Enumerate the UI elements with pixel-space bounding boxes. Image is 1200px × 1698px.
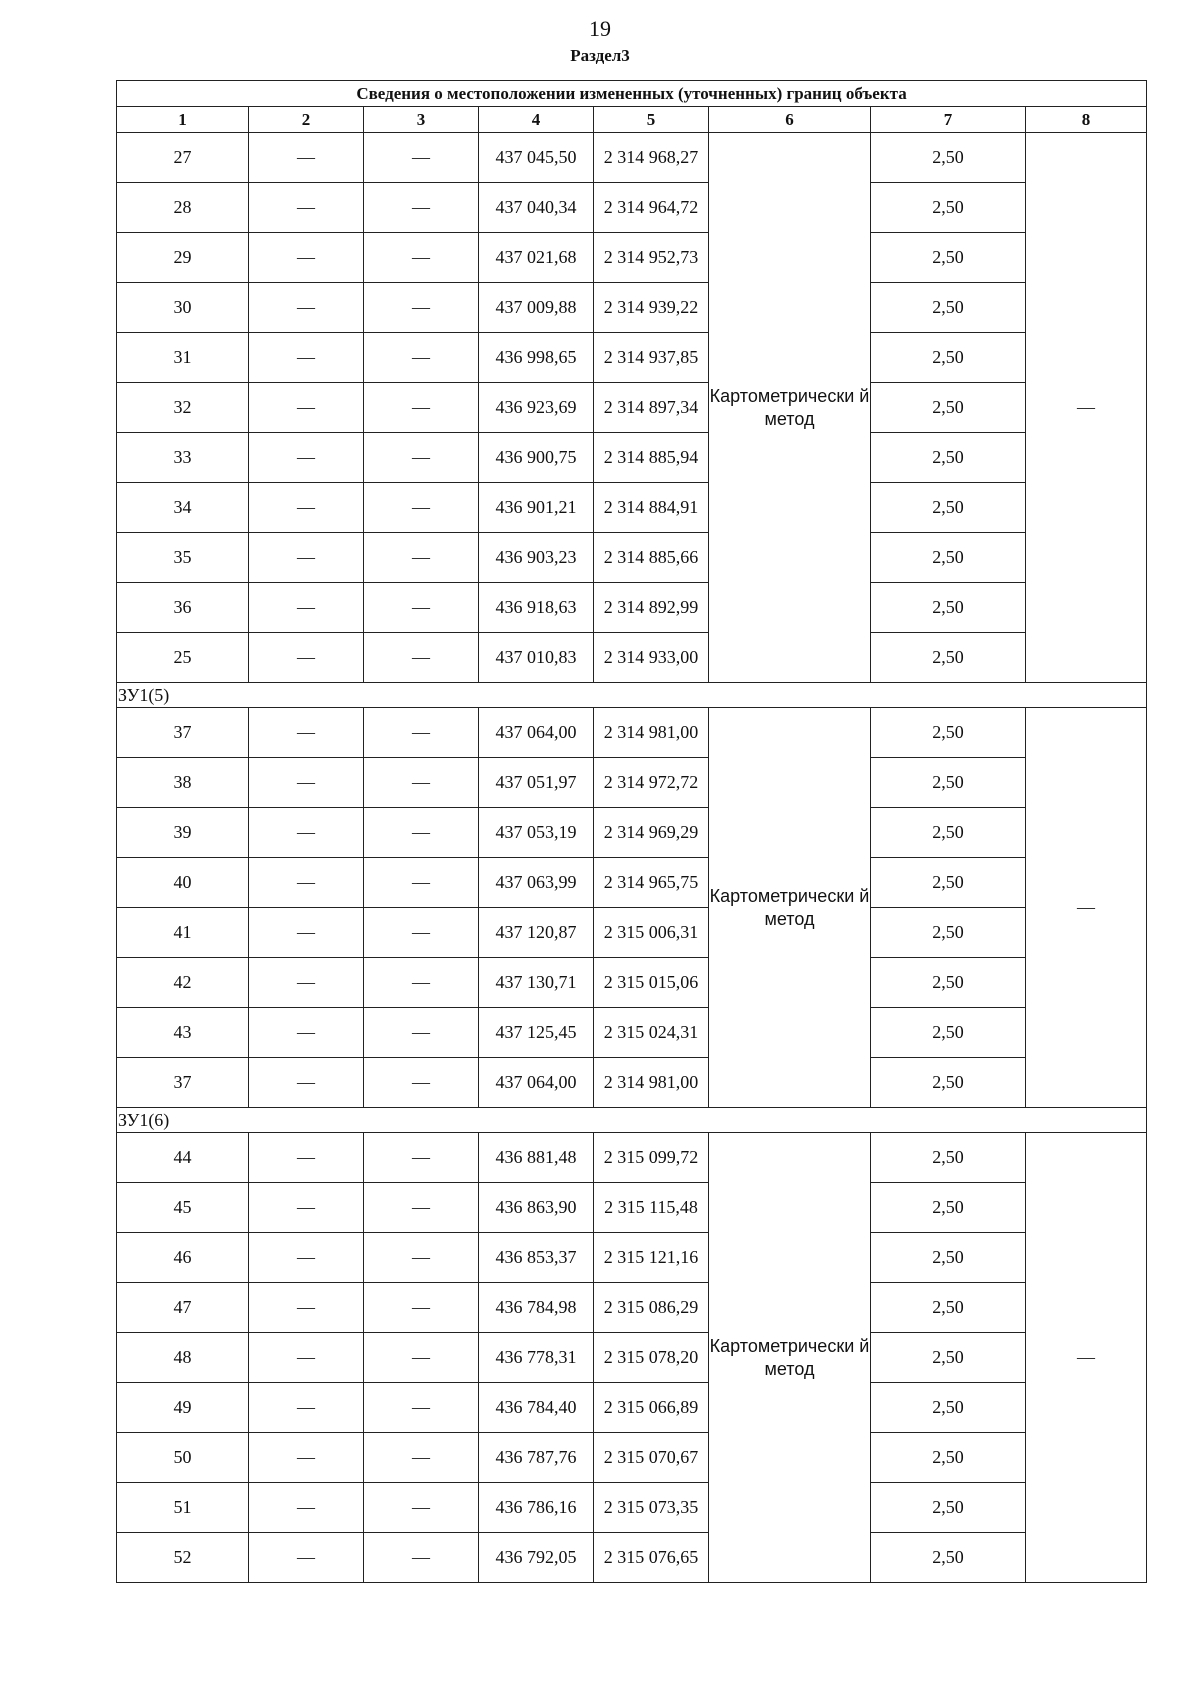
x-coordinate-cell: 437 064,00	[479, 708, 594, 758]
point-number-cell: 47	[117, 1283, 249, 1333]
y-coordinate-cell: 2 315 076,65	[594, 1533, 709, 1583]
col2-cell: —	[249, 958, 364, 1008]
accuracy-cell: 2,50	[871, 1433, 1026, 1483]
column-header: 3	[364, 107, 479, 133]
y-coordinate-cell: 2 315 086,29	[594, 1283, 709, 1333]
x-coordinate-cell: 437 063,99	[479, 858, 594, 908]
col3-cell: —	[364, 383, 479, 433]
y-coordinate-cell: 2 315 006,31	[594, 908, 709, 958]
x-coordinate-cell: 436 881,48	[479, 1133, 594, 1183]
accuracy-cell: 2,50	[871, 1058, 1026, 1108]
col3-cell: —	[364, 333, 479, 383]
table-row	[117, 1333, 1147, 1383]
point-number-cell: 31	[117, 333, 249, 383]
col3-cell: —	[364, 183, 479, 233]
accuracy-cell: 2,50	[871, 1133, 1026, 1183]
col3-cell: —	[364, 1283, 479, 1333]
table-row	[117, 1383, 1147, 1433]
col2-cell: —	[249, 908, 364, 958]
accuracy-cell: 2,50	[871, 233, 1026, 283]
col3-cell: —	[364, 1383, 479, 1433]
point-number-cell: 25	[117, 633, 249, 683]
y-coordinate-cell: 2 315 099,72	[594, 1133, 709, 1183]
accuracy-cell: 2,50	[871, 708, 1026, 758]
col2-cell: —	[249, 1333, 364, 1383]
accuracy-cell: 2,50	[871, 958, 1026, 1008]
col3-cell: —	[364, 583, 479, 633]
col3-cell: —	[364, 808, 479, 858]
y-coordinate-cell: 2 314 968,27	[594, 133, 709, 183]
table-row	[117, 533, 1147, 583]
table-row	[117, 1233, 1147, 1283]
y-coordinate-cell: 2 315 024,31	[594, 1008, 709, 1058]
y-coordinate-cell: 2 314 884,91	[594, 483, 709, 533]
col2-cell: —	[249, 708, 364, 758]
col3-cell: —	[364, 433, 479, 483]
col2-cell: —	[249, 1383, 364, 1433]
col2-cell: —	[249, 1133, 364, 1183]
col3-cell: —	[364, 708, 479, 758]
col2-cell: —	[249, 1233, 364, 1283]
point-number-cell: 30	[117, 283, 249, 333]
y-coordinate-cell: 2 314 897,34	[594, 383, 709, 433]
y-coordinate-cell: 2 314 964,72	[594, 183, 709, 233]
group-label-row	[117, 1108, 1147, 1133]
group-label: ЗУ1(5)	[117, 683, 1147, 708]
accuracy-cell: 2,50	[871, 1183, 1026, 1233]
method-cell: Картометрически й метод	[709, 133, 871, 683]
col3-cell: —	[364, 908, 479, 958]
table-row	[117, 858, 1147, 908]
table-row	[117, 483, 1147, 533]
col2-cell: —	[249, 1483, 364, 1533]
col2-cell: —	[249, 533, 364, 583]
x-coordinate-cell: 436 792,05	[479, 1533, 594, 1583]
col8-cell: —	[1026, 133, 1147, 683]
accuracy-cell: 2,50	[871, 633, 1026, 683]
x-coordinate-cell: 437 064,00	[479, 1058, 594, 1108]
table-row	[117, 183, 1147, 233]
point-number-cell: 35	[117, 533, 249, 583]
col3-cell: —	[364, 483, 479, 533]
point-number-cell: 27	[117, 133, 249, 183]
x-coordinate-cell: 437 021,68	[479, 233, 594, 283]
y-coordinate-cell: 2 314 939,22	[594, 283, 709, 333]
table-row	[117, 958, 1147, 1008]
y-coordinate-cell: 2 315 115,48	[594, 1183, 709, 1233]
table-row	[117, 1008, 1147, 1058]
y-coordinate-cell: 2 314 885,94	[594, 433, 709, 483]
col2-cell: —	[249, 433, 364, 483]
table-title-row	[117, 81, 1147, 107]
table-row	[117, 633, 1147, 683]
accuracy-cell: 2,50	[871, 1533, 1026, 1583]
table-row	[117, 1283, 1147, 1333]
accuracy-cell: 2,50	[871, 1333, 1026, 1383]
accuracy-cell: 2,50	[871, 433, 1026, 483]
accuracy-cell: 2,50	[871, 908, 1026, 958]
x-coordinate-cell: 436 784,98	[479, 1283, 594, 1333]
col3-cell: —	[364, 1008, 479, 1058]
y-coordinate-cell: 2 314 965,75	[594, 858, 709, 908]
y-coordinate-cell: 2 315 073,35	[594, 1483, 709, 1533]
col3-cell: —	[364, 1058, 479, 1108]
accuracy-cell: 2,50	[871, 758, 1026, 808]
col3-cell: —	[364, 1233, 479, 1283]
group-label: ЗУ1(6)	[117, 1108, 1147, 1133]
x-coordinate-cell: 437 051,97	[479, 758, 594, 808]
col3-cell: —	[364, 233, 479, 283]
table-row	[117, 583, 1147, 633]
point-number-cell: 46	[117, 1233, 249, 1283]
point-number-cell: 49	[117, 1383, 249, 1433]
page-number: 19	[589, 16, 611, 41]
point-number-cell: 51	[117, 1483, 249, 1533]
column-header-row	[117, 107, 1147, 133]
col2-cell: —	[249, 383, 364, 433]
accuracy-cell: 2,50	[871, 858, 1026, 908]
col3-cell: —	[364, 1433, 479, 1483]
method-cell: Картометрически й метод	[709, 1133, 871, 1583]
accuracy-cell: 2,50	[871, 333, 1026, 383]
col3-cell: —	[364, 1483, 479, 1533]
col3-cell: —	[364, 858, 479, 908]
table-row	[117, 283, 1147, 333]
table-row	[117, 333, 1147, 383]
table-row	[117, 383, 1147, 433]
point-number-cell: 36	[117, 583, 249, 633]
boundary-table	[116, 80, 1147, 1583]
method-cell: Картометрически й метод	[709, 708, 871, 1108]
x-coordinate-cell: 437 120,87	[479, 908, 594, 958]
accuracy-cell: 2,50	[871, 183, 1026, 233]
x-coordinate-cell: 436 900,75	[479, 433, 594, 483]
accuracy-cell: 2,50	[871, 283, 1026, 333]
x-coordinate-cell: 437 009,88	[479, 283, 594, 333]
col2-cell: —	[249, 133, 364, 183]
point-number-cell: 41	[117, 908, 249, 958]
point-number-cell: 33	[117, 433, 249, 483]
x-coordinate-cell: 436 853,37	[479, 1233, 594, 1283]
point-number-cell: 34	[117, 483, 249, 533]
x-coordinate-cell: 437 040,34	[479, 183, 594, 233]
x-coordinate-cell: 437 045,50	[479, 133, 594, 183]
table-row	[117, 1433, 1147, 1483]
col3-cell: —	[364, 633, 479, 683]
x-coordinate-cell: 437 053,19	[479, 808, 594, 858]
x-coordinate-cell: 436 918,63	[479, 583, 594, 633]
y-coordinate-cell: 2 314 981,00	[594, 708, 709, 758]
x-coordinate-cell: 436 863,90	[479, 1183, 594, 1233]
point-number-cell: 43	[117, 1008, 249, 1058]
y-coordinate-cell: 2 314 952,73	[594, 233, 709, 283]
x-coordinate-cell: 436 784,40	[479, 1383, 594, 1433]
accuracy-cell: 2,50	[871, 1233, 1026, 1283]
x-coordinate-cell: 437 130,71	[479, 958, 594, 1008]
point-number-cell: 45	[117, 1183, 249, 1233]
accuracy-cell: 2,50	[871, 1008, 1026, 1058]
col3-cell: —	[364, 1183, 479, 1233]
y-coordinate-cell: 2 315 078,20	[594, 1333, 709, 1383]
section-title: Раздел3	[570, 46, 630, 65]
col3-cell: —	[364, 1133, 479, 1183]
y-coordinate-cell: 2 314 933,00	[594, 633, 709, 683]
point-number-cell: 40	[117, 858, 249, 908]
table-row	[117, 233, 1147, 283]
x-coordinate-cell: 437 010,83	[479, 633, 594, 683]
y-coordinate-cell: 2 314 885,66	[594, 533, 709, 583]
table-row	[117, 1533, 1147, 1583]
accuracy-cell: 2,50	[871, 1283, 1026, 1333]
col2-cell: —	[249, 1533, 364, 1583]
col3-cell: —	[364, 958, 479, 1008]
column-header: 5	[594, 107, 709, 133]
accuracy-cell: 2,50	[871, 1483, 1026, 1533]
accuracy-cell: 2,50	[871, 533, 1026, 583]
column-header: 8	[1026, 107, 1147, 133]
col2-cell: —	[249, 808, 364, 858]
y-coordinate-cell: 2 314 969,29	[594, 808, 709, 858]
col2-cell: —	[249, 1058, 364, 1108]
table-row	[117, 708, 1147, 758]
col2-cell: —	[249, 1008, 364, 1058]
col3-cell: —	[364, 1533, 479, 1583]
column-header: 2	[249, 107, 364, 133]
col2-cell: —	[249, 483, 364, 533]
table-title: Сведения о местоположении измененных (уточненных) границ объекта	[117, 81, 1147, 107]
col2-cell: —	[249, 1183, 364, 1233]
point-number-cell: 37	[117, 1058, 249, 1108]
point-number-cell: 42	[117, 958, 249, 1008]
col2-cell: —	[249, 758, 364, 808]
point-number-cell: 32	[117, 383, 249, 433]
col2-cell: —	[249, 858, 364, 908]
table-row	[117, 1483, 1147, 1533]
y-coordinate-cell: 2 315 066,89	[594, 1383, 709, 1433]
col8-cell: —	[1026, 708, 1147, 1108]
x-coordinate-cell: 436 787,76	[479, 1433, 594, 1483]
accuracy-cell: 2,50	[871, 383, 1026, 433]
col3-cell: —	[364, 133, 479, 183]
table-row	[117, 1133, 1147, 1183]
x-coordinate-cell: 436 903,23	[479, 533, 594, 583]
y-coordinate-cell: 2 315 015,06	[594, 958, 709, 1008]
group-label-row	[117, 683, 1147, 708]
table-row	[117, 808, 1147, 858]
col2-cell: —	[249, 583, 364, 633]
col8-cell: —	[1026, 1133, 1147, 1583]
y-coordinate-cell: 2 314 937,85	[594, 333, 709, 383]
y-coordinate-cell: 2 315 070,67	[594, 1433, 709, 1483]
accuracy-cell: 2,50	[871, 583, 1026, 633]
x-coordinate-cell: 437 125,45	[479, 1008, 594, 1058]
accuracy-cell: 2,50	[871, 808, 1026, 858]
column-header: 1	[117, 107, 249, 133]
point-number-cell: 50	[117, 1433, 249, 1483]
x-coordinate-cell: 436 778,31	[479, 1333, 594, 1383]
point-number-cell: 29	[117, 233, 249, 283]
column-header: 7	[871, 107, 1026, 133]
table-row	[117, 133, 1147, 183]
col3-cell: —	[364, 533, 479, 583]
x-coordinate-cell: 436 998,65	[479, 333, 594, 383]
x-coordinate-cell: 436 786,16	[479, 1483, 594, 1533]
y-coordinate-cell: 2 314 972,72	[594, 758, 709, 808]
col2-cell: —	[249, 1283, 364, 1333]
column-header: 6	[709, 107, 871, 133]
column-header: 4	[479, 107, 594, 133]
point-number-cell: 38	[117, 758, 249, 808]
col2-cell: —	[249, 283, 364, 333]
point-number-cell: 39	[117, 808, 249, 858]
y-coordinate-cell: 2 315 121,16	[594, 1233, 709, 1283]
point-number-cell: 37	[117, 708, 249, 758]
point-number-cell: 52	[117, 1533, 249, 1583]
accuracy-cell: 2,50	[871, 1383, 1026, 1433]
point-number-cell: 44	[117, 1133, 249, 1183]
point-number-cell: 48	[117, 1333, 249, 1383]
table-row	[117, 1183, 1147, 1233]
col3-cell: —	[364, 1333, 479, 1383]
table-row	[117, 908, 1147, 958]
col2-cell: —	[249, 233, 364, 283]
x-coordinate-cell: 436 923,69	[479, 383, 594, 433]
table-row	[117, 1058, 1147, 1108]
x-coordinate-cell: 436 901,21	[479, 483, 594, 533]
col3-cell: —	[364, 758, 479, 808]
table-row	[117, 758, 1147, 808]
col2-cell: —	[249, 183, 364, 233]
point-number-cell: 28	[117, 183, 249, 233]
table-row	[117, 433, 1147, 483]
y-coordinate-cell: 2 314 981,00	[594, 1058, 709, 1108]
y-coordinate-cell: 2 314 892,99	[594, 583, 709, 633]
col2-cell: —	[249, 1433, 364, 1483]
col2-cell: —	[249, 333, 364, 383]
accuracy-cell: 2,50	[871, 133, 1026, 183]
col2-cell: —	[249, 633, 364, 683]
col3-cell: —	[364, 283, 479, 333]
accuracy-cell: 2,50	[871, 483, 1026, 533]
